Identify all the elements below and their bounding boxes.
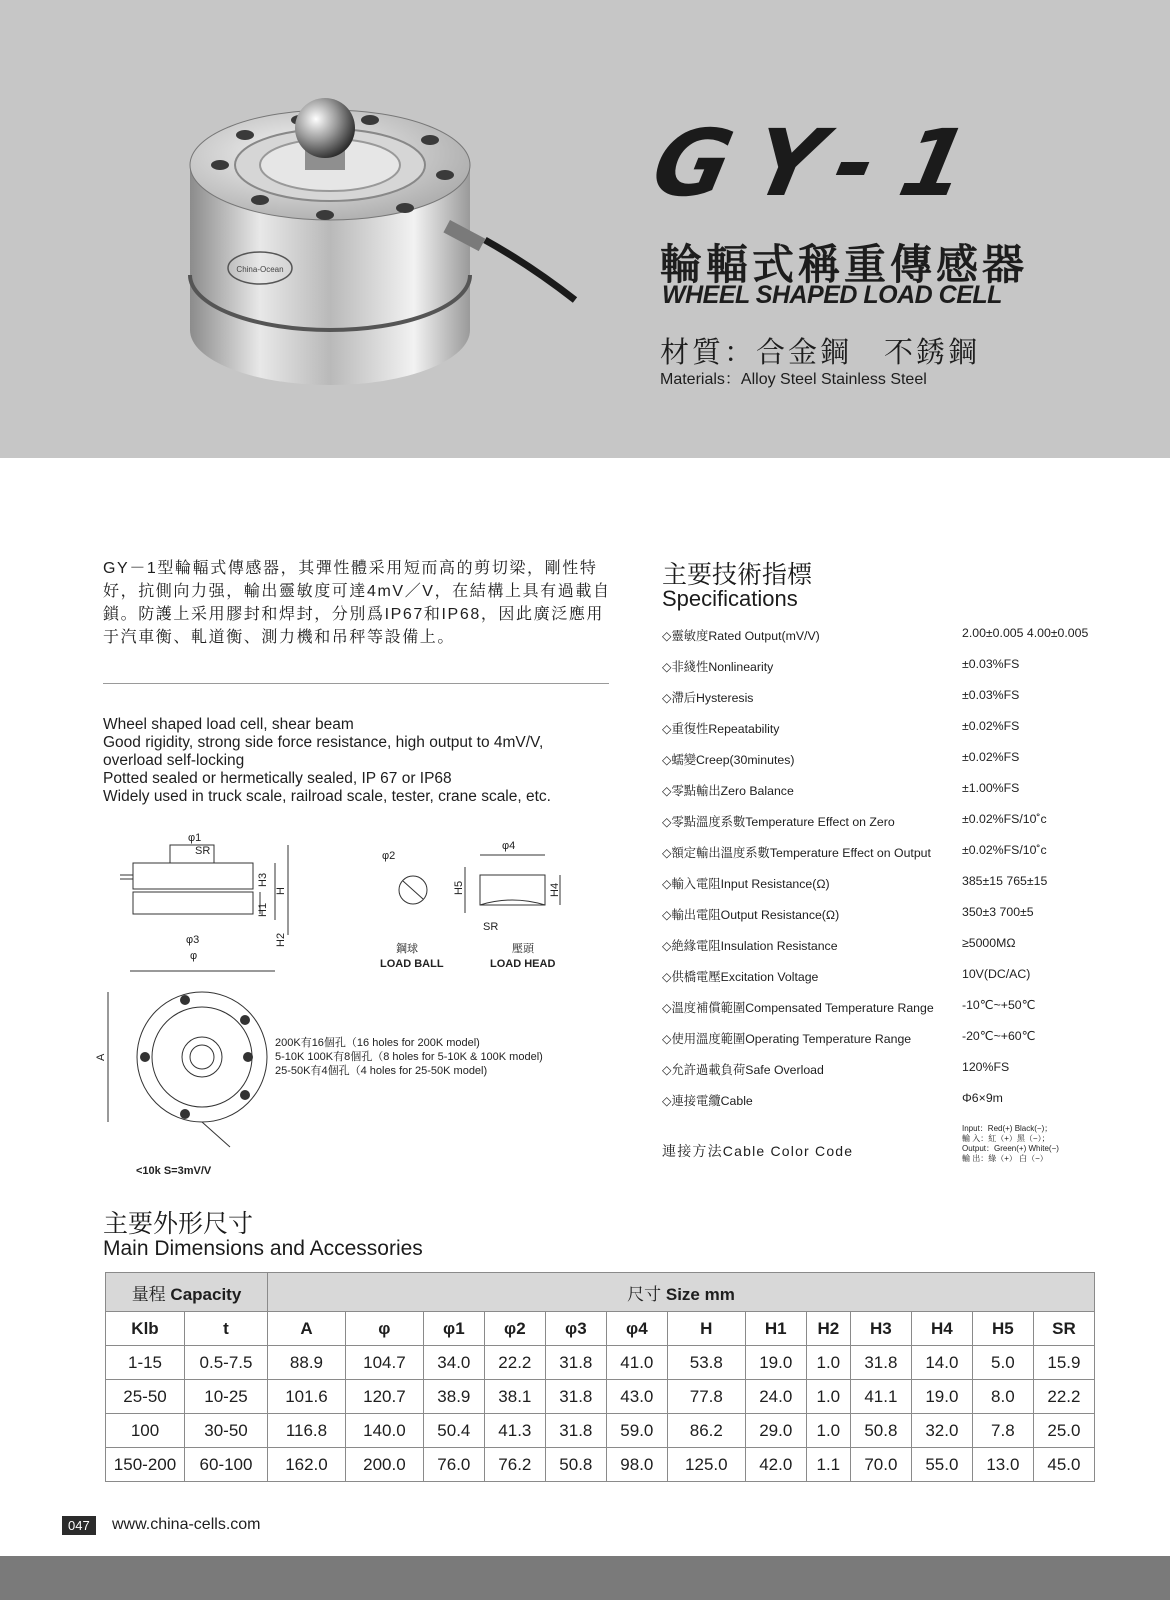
- size-header: [268, 1273, 1095, 1312]
- cable-color-label: 連接方法Cable Color Code: [662, 1143, 854, 1159]
- spec-value: 2.00±0.005 4.00±0.005: [962, 626, 1089, 640]
- table-cell: 10-25: [185, 1380, 268, 1414]
- table-cell: 14.0: [911, 1346, 972, 1380]
- spec-value: 385±15 765±15: [962, 874, 1048, 888]
- dimensions-heading-en: Main Dimensions and Accessories: [103, 1237, 423, 1260]
- table-cell: 19.0: [745, 1346, 806, 1380]
- spec-row: [662, 843, 1122, 865]
- column-header: φ: [345, 1312, 423, 1346]
- size-cn: 尺寸: [627, 1284, 662, 1304]
- table-cell: 88.9: [268, 1346, 346, 1380]
- table-cell: 45.0: [1033, 1448, 1094, 1482]
- spec-row: [662, 688, 1122, 710]
- table-cell: 70.0: [850, 1448, 911, 1482]
- spec-row: [662, 750, 1122, 772]
- table-row: [106, 1414, 1095, 1448]
- table-cell: 59.0: [606, 1414, 667, 1448]
- spec-value: 120%FS: [962, 1060, 1010, 1074]
- spec-label: ◇絶緣電阻Insulation Resistance: [662, 939, 838, 953]
- spec-value: ≥5000MΩ: [962, 936, 1016, 950]
- table-cell: 22.2: [1033, 1380, 1094, 1414]
- column-header: φ3: [545, 1312, 606, 1346]
- column-header: H2: [806, 1312, 850, 1346]
- cable-color-line: 輸 入：紅（+）黑（−）；: [962, 1134, 1050, 1143]
- table-cell: 77.8: [667, 1380, 745, 1414]
- description-en-line: Good rigidity, strong side force resistance, high output to 4mV/V,: [103, 734, 544, 751]
- column-header: t: [185, 1312, 268, 1346]
- table-cell: 34.0: [423, 1346, 484, 1380]
- table-cell: 41.3: [484, 1414, 545, 1448]
- table-cell: 76.2: [484, 1448, 545, 1482]
- cable-color-line: Output：Green(+) White(−): [962, 1144, 1059, 1153]
- spec-label: ◇零點輸出Zero Balance: [662, 784, 794, 798]
- spec-row: [662, 626, 1122, 648]
- table-cell: 43.0: [606, 1380, 667, 1414]
- product-badge: China-Ocean: [236, 265, 284, 274]
- table-cell: 31.8: [545, 1380, 606, 1414]
- column-header: φ4: [606, 1312, 667, 1346]
- spec-label: ◇供橋電壓Excitation Voltage: [662, 970, 819, 984]
- dim-label-sr: SR: [195, 845, 211, 857]
- column-header: H3: [850, 1312, 911, 1346]
- table-cell: 38.1: [484, 1380, 545, 1414]
- divider: [103, 683, 609, 684]
- table-cell: 29.0: [745, 1414, 806, 1448]
- dim-label-h2: H2: [275, 932, 287, 947]
- spec-value: ±0.03%FS: [962, 688, 1020, 702]
- column-header: A: [268, 1312, 346, 1346]
- website-link[interactable]: www.china-cells.com: [112, 1516, 261, 1533]
- page-number: 047: [62, 1516, 96, 1535]
- dim-label-phi: φ: [190, 950, 198, 962]
- capacity-cn: 量程: [131, 1284, 166, 1304]
- description-en-line: Widely used in truck scale, railroad scale, tester, crane scale, etc.: [103, 788, 551, 805]
- dim-label-phi1: φ1: [188, 832, 202, 844]
- table-cell: 98.0: [606, 1448, 667, 1482]
- table-cell: 125.0: [667, 1448, 745, 1482]
- capacity-en: Capacity: [170, 1284, 242, 1304]
- spec-label: ◇輸入電阻Input Resistance(Ω): [662, 877, 830, 891]
- table-cell: 0.5-7.5: [185, 1346, 268, 1380]
- spec-label: ◇允許過載負荷Safe Overload: [662, 1063, 824, 1077]
- footer-bar: [0, 1556, 1170, 1600]
- spec-row: [662, 998, 1122, 1020]
- table-cell: 60-100: [185, 1448, 268, 1482]
- size-en: Size mm: [665, 1284, 735, 1304]
- spec-label: ◇溫度補償範圍Compensated Temperature Range: [662, 1001, 934, 1015]
- dim-label-h3: H3: [257, 872, 269, 887]
- table-cell: 1-15: [106, 1346, 185, 1380]
- spec-value: Φ6×9m: [962, 1091, 1003, 1105]
- spec-row: [662, 781, 1122, 803]
- column-header: φ2: [484, 1312, 545, 1346]
- column-header: H4: [911, 1312, 972, 1346]
- materials-cn: 材質：合金鋼 不銹鋼: [660, 337, 981, 369]
- table-cell: 120.7: [345, 1380, 423, 1414]
- column-header: H: [667, 1312, 745, 1346]
- table-cell: 30-50: [185, 1414, 268, 1448]
- dim-label-sr-head: SR: [483, 921, 499, 933]
- table-cell: 31.8: [850, 1346, 911, 1380]
- load-ball-en: LOAD BALL: [380, 958, 444, 970]
- table-cell: 55.0: [911, 1448, 972, 1482]
- table-cell: 116.8: [268, 1414, 346, 1448]
- table-cell: 25.0: [1033, 1414, 1094, 1448]
- description-en-line: Potted sealed or hermetically sealed, IP 67 or IP68: [103, 770, 452, 787]
- description-en-line: overload self-locking: [103, 752, 245, 769]
- table-cell: 50.8: [545, 1448, 606, 1482]
- spec-label: ◇靈敏度Rated Output(mV/V): [662, 629, 820, 643]
- spec-label: ◇輸出電阻Output Resistance(Ω): [662, 908, 840, 922]
- spec-label: ◇蠕變Creep(30minutes): [662, 753, 795, 767]
- column-header: φ1: [423, 1312, 484, 1346]
- table-cell: 31.8: [545, 1346, 606, 1380]
- table-cell: 25-50: [106, 1380, 185, 1414]
- column-header: Klb: [106, 1312, 185, 1346]
- table-cell: 86.2: [667, 1414, 745, 1448]
- description-en: [103, 716, 643, 806]
- spec-value: 10V(DC/AC): [962, 967, 1031, 981]
- dim-label-phi4: φ4: [502, 840, 516, 852]
- spec-value: 350±3 700±5: [962, 905, 1034, 919]
- model-name: GY-1: [643, 110, 1006, 217]
- column-header: H1: [745, 1312, 806, 1346]
- table-cell: 1.1: [806, 1448, 850, 1482]
- table-cell: 1.0: [806, 1380, 850, 1414]
- spec-row: [662, 936, 1122, 958]
- spec-label: ◇非綫性Nonlinearity: [662, 660, 774, 674]
- hole-note: 200K有16個孔（16 holes for 200K model): [275, 1037, 480, 1049]
- spec-row: [662, 657, 1122, 679]
- spec-value: ±0.02%FS: [962, 719, 1020, 733]
- table-cell: 140.0: [345, 1414, 423, 1448]
- dimensions-table: [105, 1272, 1095, 1482]
- table-cell: 200.0: [345, 1448, 423, 1482]
- load-head-cn: 壓頭: [512, 943, 534, 955]
- table-cell: 50.8: [850, 1414, 911, 1448]
- spec-value: ±0.02%FS: [962, 750, 1020, 764]
- dimensions-heading-cn: 主要外形尺寸: [103, 1210, 254, 1238]
- dim-label-h1: H1: [257, 902, 269, 917]
- table-cell: 76.0: [423, 1448, 484, 1482]
- spec-value: ±1.00%FS: [962, 781, 1020, 795]
- dim-label-phi2: φ2: [382, 850, 396, 862]
- cable-color-line: 輸 出：綠（+） 白（−）: [962, 1154, 1048, 1163]
- dim-label-a: A: [95, 1053, 107, 1061]
- column-header: SR: [1033, 1312, 1094, 1346]
- dim-label-phi3: φ3: [186, 934, 200, 946]
- materials-en: Materials：Alloy Steel Stainless Steel: [660, 371, 927, 388]
- table-cell: 32.0: [911, 1414, 972, 1448]
- spec-label: ◇重復性Repeatability: [662, 722, 780, 736]
- table-cell: 8.0: [972, 1380, 1033, 1414]
- spec-row: [662, 1029, 1122, 1051]
- specs-heading-cn: 主要技術指標: [662, 561, 813, 589]
- table-cell: 101.6: [268, 1380, 346, 1414]
- spec-value: ±0.02%FS/10˚c: [962, 843, 1047, 857]
- spec-label: ◇連接電纜Cable: [662, 1094, 753, 1108]
- spec-row: [662, 967, 1122, 989]
- table-cell: 150-200: [106, 1448, 185, 1482]
- spec-value: -10℃~+50℃: [962, 998, 1036, 1012]
- title-en: WHEEL SHAPED LOAD CELL: [662, 281, 1002, 309]
- description-cn: GY－1型輪輻式傳感器，其彈性體采用短而高的剪切梁，剛性特好，抗側向力强，輸出靈敏度可達4mV／V，在結構上具有過載自鎖。防護上采用膠封和焊封，分別爲IP67和IP68，因此廣泛應用于汽車衡、軋道衡、測力機和吊秤等設備上。: [103, 560, 611, 646]
- table-cell: 50.4: [423, 1414, 484, 1448]
- table-cell: 162.0: [268, 1448, 346, 1482]
- spec-row: [662, 1091, 1122, 1113]
- spec-row: [662, 812, 1122, 834]
- table-cell: 100: [106, 1414, 185, 1448]
- spec-row: [662, 719, 1122, 741]
- table-cell: 1.0: [806, 1346, 850, 1380]
- table-cell: 19.0: [911, 1380, 972, 1414]
- spec-row: [662, 874, 1122, 896]
- table-cell: 15.9: [1033, 1346, 1094, 1380]
- title-cn: 輪輻式稱重傳感器: [660, 241, 1029, 288]
- dim-label-h: H: [275, 887, 287, 895]
- table-cell: 5.0: [972, 1346, 1033, 1380]
- description-en-line: Wheel shaped load cell, shear beam: [103, 716, 354, 733]
- dim-label-h4: H4: [549, 882, 561, 897]
- cable-color-code: [962, 1124, 1059, 1164]
- table-cell: 7.8: [972, 1414, 1033, 1448]
- table-cell: 41.0: [606, 1346, 667, 1380]
- spec-row: [662, 905, 1122, 927]
- table-column-row: [106, 1312, 1095, 1346]
- spec-value: ±0.03%FS: [962, 657, 1020, 671]
- table-cell: 104.7: [345, 1346, 423, 1380]
- spec-label: ◇滯后Hysteresis: [662, 691, 754, 705]
- hole-note: 5-10K 100K有8個孔（8 holes for 5-10K & 100K model): [275, 1051, 543, 1063]
- load-ball-cn: 鋼球: [396, 943, 418, 955]
- load-head-en: LOAD HEAD: [490, 958, 556, 970]
- table-cell: 31.8: [545, 1414, 606, 1448]
- spec-label: ◇額定輸出溫度系數Temperature Effect on Output: [662, 846, 931, 860]
- capacity-header: [106, 1273, 268, 1312]
- sensitivity-note: <10k S=3mV/V: [136, 1165, 212, 1177]
- spec-value: -20℃~+60℃: [962, 1029, 1036, 1043]
- hole-note: 25-50K有4個孔（4 holes for 25-50K model): [275, 1065, 488, 1077]
- dim-label-h5: H5: [453, 880, 465, 895]
- table-row: [106, 1346, 1095, 1380]
- spec-row: [662, 1060, 1122, 1082]
- table-cell: 13.0: [972, 1448, 1033, 1482]
- spec-value: ±0.02%FS/10˚c: [962, 812, 1047, 826]
- table-header-row: [106, 1273, 1095, 1312]
- table-cell: 42.0: [745, 1448, 806, 1482]
- technical-drawing: [95, 832, 600, 1180]
- load-cell-product-image: [150, 60, 610, 400]
- table-row: [106, 1380, 1095, 1414]
- table-cell: 24.0: [745, 1380, 806, 1414]
- column-header: H5: [972, 1312, 1033, 1346]
- table-cell: 1.0: [806, 1414, 850, 1448]
- table-cell: 41.1: [850, 1380, 911, 1414]
- table-cell: 22.2: [484, 1346, 545, 1380]
- cable-color-line: Input：Red(+) Black(−)；: [962, 1124, 1053, 1133]
- table-row: [106, 1448, 1095, 1482]
- spec-label: ◇零點溫度系數Temperature Effect on Zero: [662, 815, 895, 829]
- table-cell: 38.9: [423, 1380, 484, 1414]
- table-cell: 53.8: [667, 1346, 745, 1380]
- specs-heading-en: Specifications: [662, 586, 798, 611]
- spec-label: ◇使用溫度範圍Operating Temperature Range: [662, 1032, 912, 1046]
